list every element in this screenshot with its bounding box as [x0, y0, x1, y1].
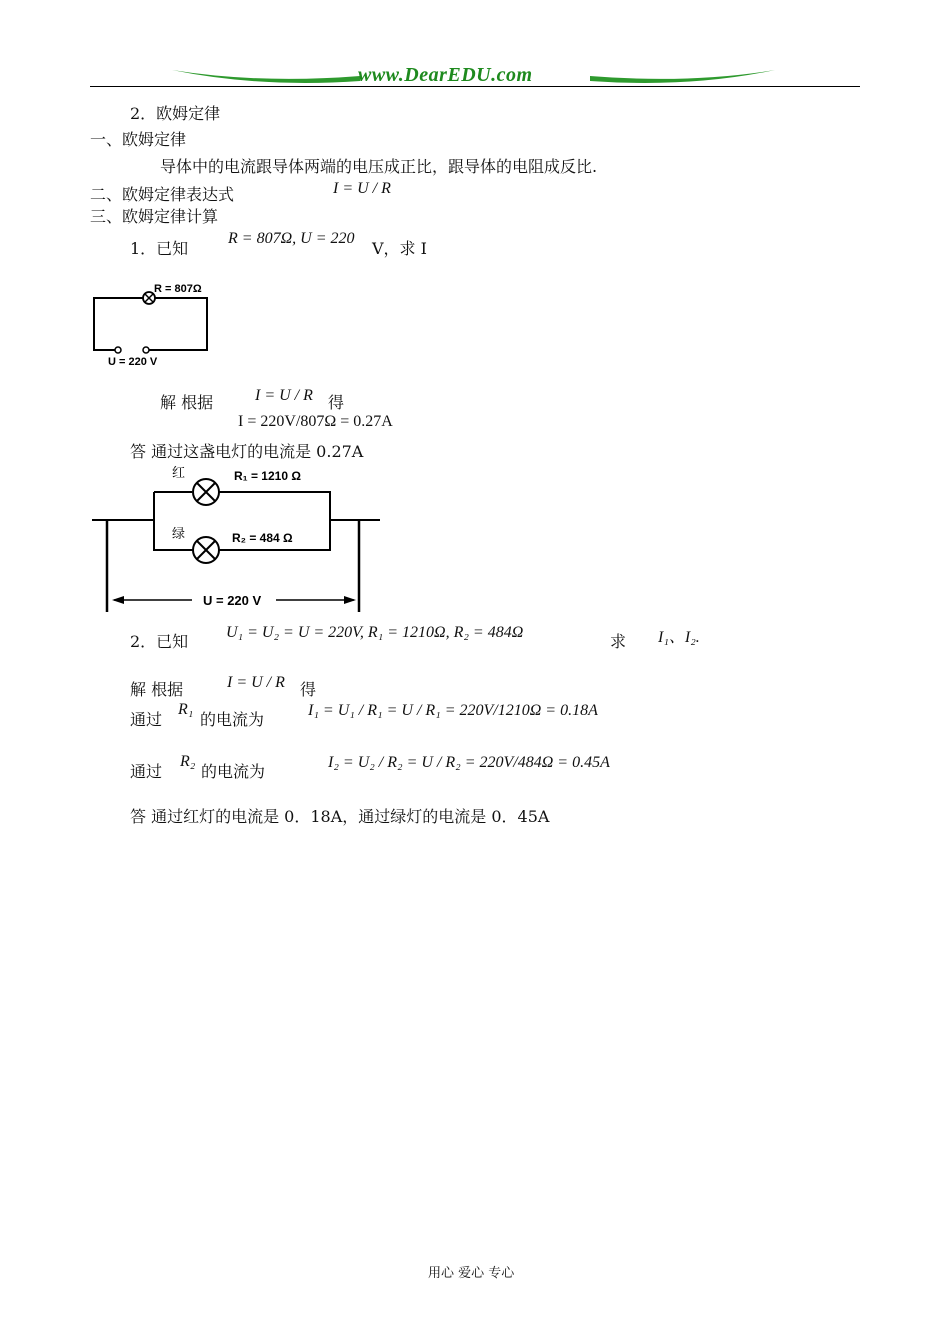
- circuit1-r-label: R = 807Ω: [154, 283, 202, 295]
- section-title: 2．欧姆定律: [130, 104, 221, 123]
- sol2-label: 解 根据: [130, 680, 184, 699]
- r2-calc: I₂ = U₂ / R₂ = U / R₂ = 220V/484Ω = 0.45A: [328, 754, 610, 771]
- sol1-de: 得: [328, 393, 345, 412]
- circuit1-u-label: U = 220 V: [108, 356, 158, 368]
- q2-prefix: 2．已知: [130, 632, 189, 651]
- q1-given: R = 807Ω, U = 220: [228, 230, 355, 247]
- q2-target: I₁、I₂.: [658, 629, 700, 646]
- sol2-de: 得: [300, 680, 317, 699]
- r1-label: 通过: [130, 710, 163, 729]
- sol1-label: 解 根据: [160, 393, 214, 412]
- q1-tail: V，求 I: [372, 239, 427, 258]
- circuit-diagram-1: [88, 278, 218, 370]
- circuit2-r1-label: R₁ = 1210 Ω: [234, 469, 301, 483]
- red-lamp-label: 红: [172, 465, 186, 480]
- sol1-formula: I = U / R: [255, 387, 313, 404]
- expression-formula: I = U / R: [333, 180, 391, 197]
- circuit-diagram-2: [92, 462, 387, 618]
- r1-text: 的电流为: [200, 710, 265, 729]
- terminal-icon: [115, 347, 121, 353]
- circuit2-u-label: U = 220 V: [203, 593, 262, 608]
- q1-prefix: 1．已知: [130, 239, 189, 258]
- sol2-formula: I = U / R: [227, 674, 285, 691]
- heading-ohms-law: 一、欧姆定律: [90, 130, 187, 149]
- heading-expression: 二、欧姆定律表达式: [90, 185, 235, 204]
- heading-calculation: 三、欧姆定律计算: [90, 207, 219, 226]
- r2-text: 的电流为: [201, 762, 266, 781]
- sol1-calc: I = 220V/807Ω = 0.27A: [238, 413, 393, 430]
- terminal-icon: [143, 347, 149, 353]
- header-rule: [90, 86, 860, 87]
- answer-2: 答 通过红灯的电流是 0．18A，通过绿灯的电流是 0．45A: [130, 807, 550, 826]
- page-footer: 用心 爱心 专心: [428, 1266, 515, 1281]
- site-logo[interactable]: www.DearEDU.com: [358, 64, 533, 86]
- r1-symbol: R₁: [178, 701, 194, 718]
- r1-calc: I₁ = U₁ / R₁ = U / R₁ = 220V/1210Ω = 0.18A: [308, 702, 598, 719]
- law-statement: 导体中的电流跟导体两端的电压成正比，跟导体的电阻成反比.: [160, 157, 598, 176]
- answer-1: 答 通过这盏电灯的电流是 0.27A: [130, 442, 364, 461]
- q2-given: U₁ = U₂ = U = 220V, R₁ = 1210Ω, R₂ = 484Ω: [226, 624, 524, 641]
- r2-symbol: R₂: [180, 753, 196, 770]
- r2-label: 通过: [130, 762, 163, 781]
- circuit2-r2-label: R₂ = 484 Ω: [232, 531, 293, 545]
- q2-ask: 求: [610, 632, 627, 651]
- green-lamp-label: 绿: [172, 526, 186, 541]
